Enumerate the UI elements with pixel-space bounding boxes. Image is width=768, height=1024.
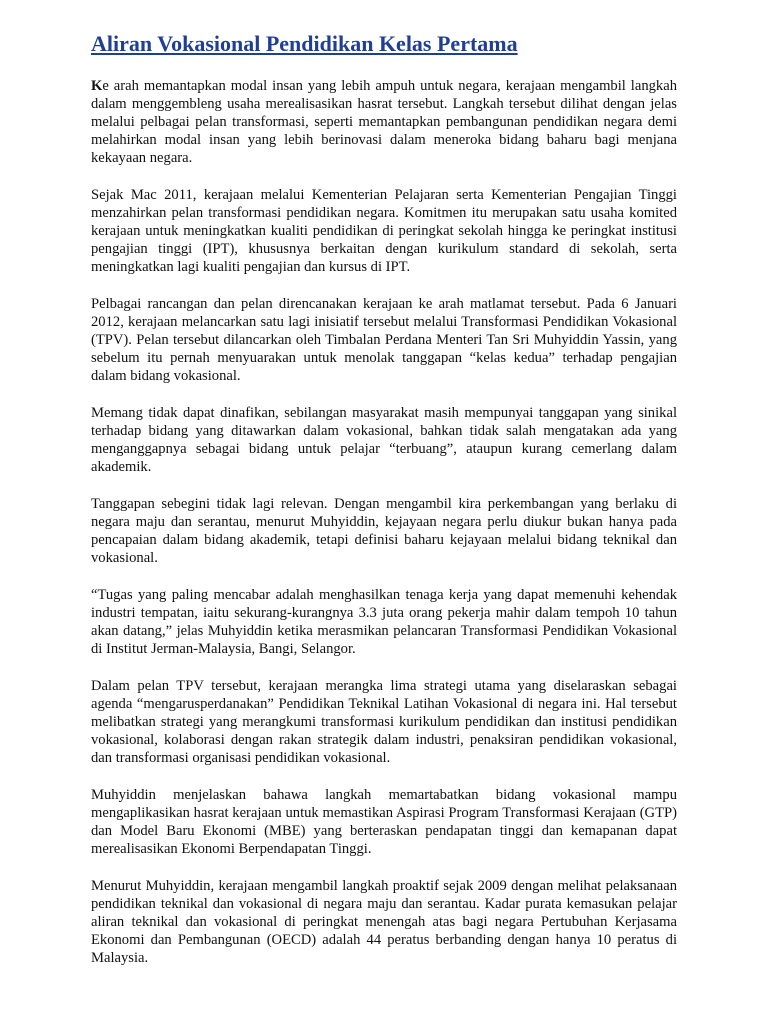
drop-cap-letter: K <box>91 78 103 94</box>
paragraph-2: Sejak Mac 2011, kerajaan melalui Kementerian Pelajaran serta Kementerian Pengajian Tinggi menzahirkan pelan transformasi pendidikan negara. Komitmen itu merupakan satu usaha komited kerajaan untuk meningkatkan kualiti pendidikan di peringkat sekolah hingga ke peringkat institusi pengajian tinggi (IPT), khususnya berkaitan dengan kurikulum standard di sekolah, serta meningkatkan lagi kualiti pengajian dan kursus di IPT. <box>91 187 677 275</box>
paragraph-1-text: e arah memantapkan modal insan yang lebih ampuh untuk negara, kerajaan mengambil langkah dalam menggembleng usaha merealisasikan hasrat tersebut. Langkah tersebut dilihat dengan jelas melalui pelbagai pelan transformasi, seperti memantapkan pembangunan pendidikan negara demi melahirkan modal insan yang lebih berinovasi dalam meneroka bidang baharu bagi menjana kekayaan negara. <box>91 78 677 166</box>
paragraph-5: Tanggapan sebegini tidak lagi relevan. Dengan mengambil kira perkembangan yang berlaku di negara maju dan serantau, menurut Muhyiddin, kejayaan negara perlu diukur bukan hanya pada pencapaian dalam bidang akademik, tetapi definisi baharu kejayaan melalui bidang teknikal dan vokasional. <box>91 496 677 566</box>
paragraph-8: Muhyiddin menjelaskan bahawa langkah memartabatkan bidang vokasional mampu mengaplikasikan hasrat kerajaan untuk memastikan Aspirasi Program Transformasi Kerajaan (GTP) dan Model Baru Ekonomi (MBE) yang berteraskan pendapatan tinggi dan kemapanan dapat merealisasikan Ekonomi Berpendapatan Tinggi. <box>91 787 677 857</box>
paragraph-7: Dalam pelan TPV tersebut, kerajaan merangka lima strategi utama yang diselaraskan sebagai agenda “mengarusperdanakan” Pendidikan Teknikal Latihan Vokasional di negara ini. Hal tersebut melibatkan strategi yang merangkumi transformasi kurikulum pendidikan dan institusi pendidikan vokasional, kolaborasi dengan rakan strategik dalam industri, penaksiran pendidikan vokasional, dan transformasi organisasi pendidikan vokasional. <box>91 678 677 766</box>
paragraph-6: “Tugas yang paling mencabar adalah menghasilkan tenaga kerja yang dapat memenuhi kehendak industri tempatan, iaitu sekurang-kurangnya 3.3 juta orang pekerja mahir dalam tempoh 10 tahun akan datang,” jelas Muhyiddin ketika merasmikan pelancaran Transformasi Pendidikan Vokasional di Institut Jerman-Malaysia, Bangi, Selangor. <box>91 587 677 657</box>
article-title: Aliran Vokasional Pendidikan Kelas Pertama <box>91 31 518 56</box>
paragraph-4: Memang tidak dapat dinafikan, sebilangan masyarakat masih mempunyai tanggapan yang sinikal terhadap bidang yang ditawarkan dalam vokasional, bahkan tidak salah mengatakan ada yang menganggapnya sebagai bidang untuk pelajar “terbuang”, ataupun kurang cemerlang dalam akademik. <box>91 405 677 475</box>
paragraph-1 <box>91 77 677 167</box>
paragraph-3: Pelbagai rancangan dan pelan direncanakan kerajaan ke arah matlamat tersebut. Pada 6 Januari 2012, kerajaan melancarkan satu lagi inisiatif tersebut melalui Transformasi Pendidikan Vokasional (TPV). Pelan tersebut dilancarkan oleh Timbalan Perdana Menteri Tan Sri Muhyiddin Yassin, yang sebelum itu pernah menyuarakan untuk menolak tanggapan “kelas kedua” terhadap pengajian dalam bidang vokasional. <box>91 296 677 384</box>
paragraph-9: Menurut Muhyiddin, kerajaan mengambil langkah proaktif sejak 2009 dengan melihat pelaksanaan pendidikan teknikal dan vokasional di negara maju dan serantau. Kadar purata kemasukan pelajar aliran teknikal dan vokasional di peringkat menengah atas bagi negara Pertubuhan Kerjasama Ekonomi dan Pembangunan (OECD) adalah 44 peratus berbanding dengan hanya 10 peratus di Malaysia. <box>91 878 677 966</box>
